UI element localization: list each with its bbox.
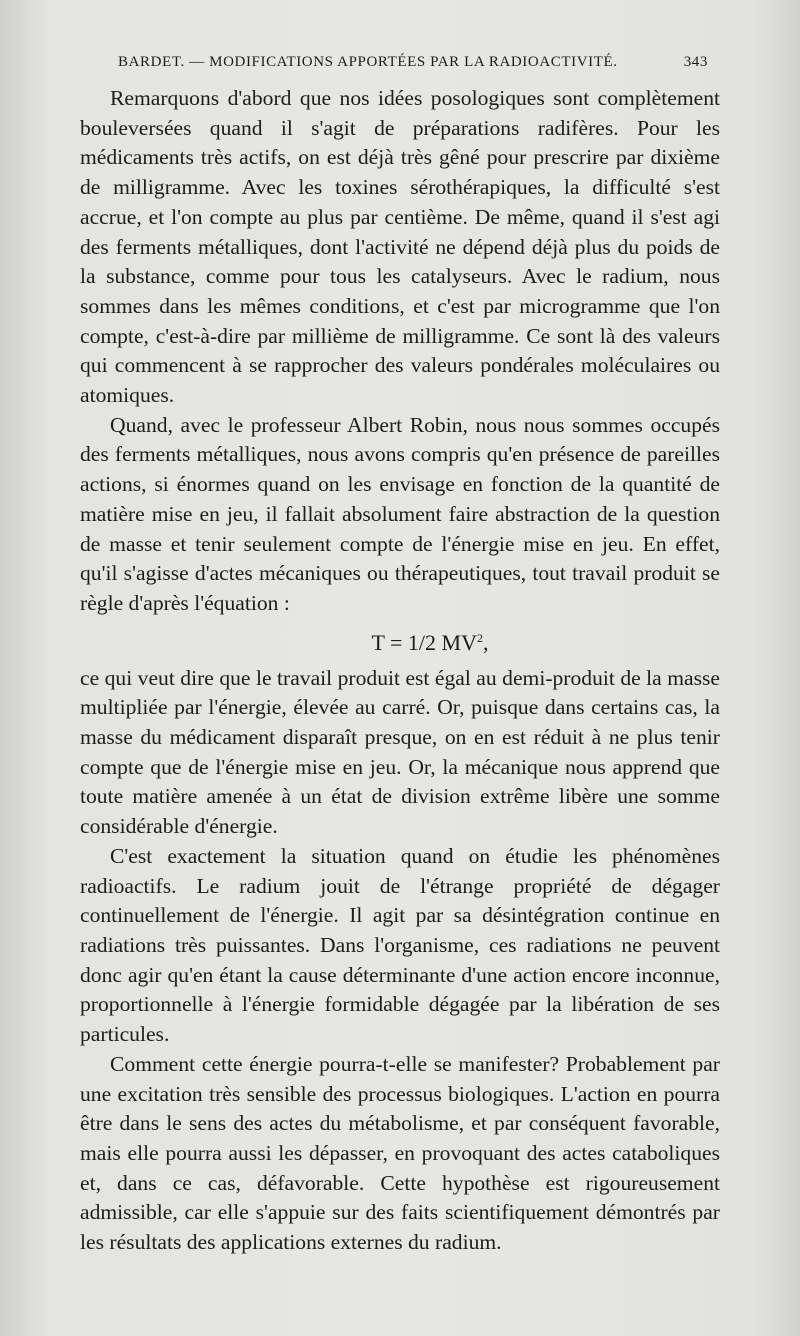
equation-main: T = 1/2 MV xyxy=(371,629,477,655)
equation-comma: , xyxy=(483,629,489,655)
paragraph-1: Remarquons d'abord que nos idées posologiques sont complètement bouleversées quand il s'agit de préparations radifères. Pour les médicaments très actifs, on est déjà très gêné pour prescrire par dixième de milligramme. Avec les toxines sérothérapiques, la difficulté s'est accrue, et l'on compte au plus par centième. De même, quand il s'est agi des ferments métalliques, dont l'activité ne dépend déjà plus du poids de la substance, comme pour tous les catalyseurs. Avec le radium, nous sommes dans les mêmes conditions, et c'est par microgramme que l'on compte, c'est-à-dire par millième de milligramme. Ce sont là des valeurs qui commencent à se rapprocher des valeurs pondérales moléculaires ou atomiques. xyxy=(80,86,720,408)
equation-exponent: 2 xyxy=(477,630,483,645)
body-text xyxy=(80,84,720,1258)
paragraph-2: Quand, avec le professeur Albert Robin, nous nous sommes occupés des ferments métalliques, nous avons compris qu'en présence de pareilles actions, si énormes quand on les envisage en fonction de la quantité de matière mise en jeu, il fallait absolument faire abstraction de la question de masse et tenir seulement compte de l'énergie mise en jeu. En effet, qu'il s'agisse d'actes mécaniques ou thérapeutiques, tout travail produit se règle d'après l'équation : xyxy=(80,412,720,615)
running-head xyxy=(118,54,708,71)
paragraph-5: Comment cette énergie pourra-t-elle se manifester? Probablement par une excitation très sensible des processus biologiques. L'action en pourra être dans le sens des actes du métabolisme, et par conséquent favorable, mais elle pourra aussi les dépasser, en provoquant des actes cataboliques et, dans ce cas, défavorable. Cette hypothèse est rigoureusement admissible, car elle s'appuie sur des faits scientifiquement démontrés par les résultats des applications externes du radium. xyxy=(80,1051,720,1255)
page-number: 343 xyxy=(683,54,708,70)
paragraph-3: ce qui veut dire que le travail produit est égal au demi-produit de la masse multipliée par l'énergie, élevée au carré. Or, puisque dans certains cas, la masse du médicament disparaît presque, on en est réduit à ne plus tenir compte que de l'énergie mise en jeu. Or, la mécanique nous apprend que toute matière amenée à un état de division extrême libère une somme considérable d'énergie. xyxy=(80,665,720,839)
running-title: BARDET. — MODIFICATIONS APPORTÉES PAR LA RADIOACTIVITÉ. xyxy=(118,54,618,70)
equation xyxy=(80,621,720,660)
paragraph-4: C'est exactement la situation quand on étudie les phénomènes radioactifs. Le radium jouit de l'étrange propriété de dégager continuellement de l'énergie. Il agit par sa désintégration continue en radiations très puissantes. Dans l'organisme, ces radiations ne peuvent donc agir qu'en étant la cause déterminante d'une action encore inconnue, proportionnelle à l'énergie formidable dégagée par la libération de ses particules. xyxy=(80,843,720,1047)
